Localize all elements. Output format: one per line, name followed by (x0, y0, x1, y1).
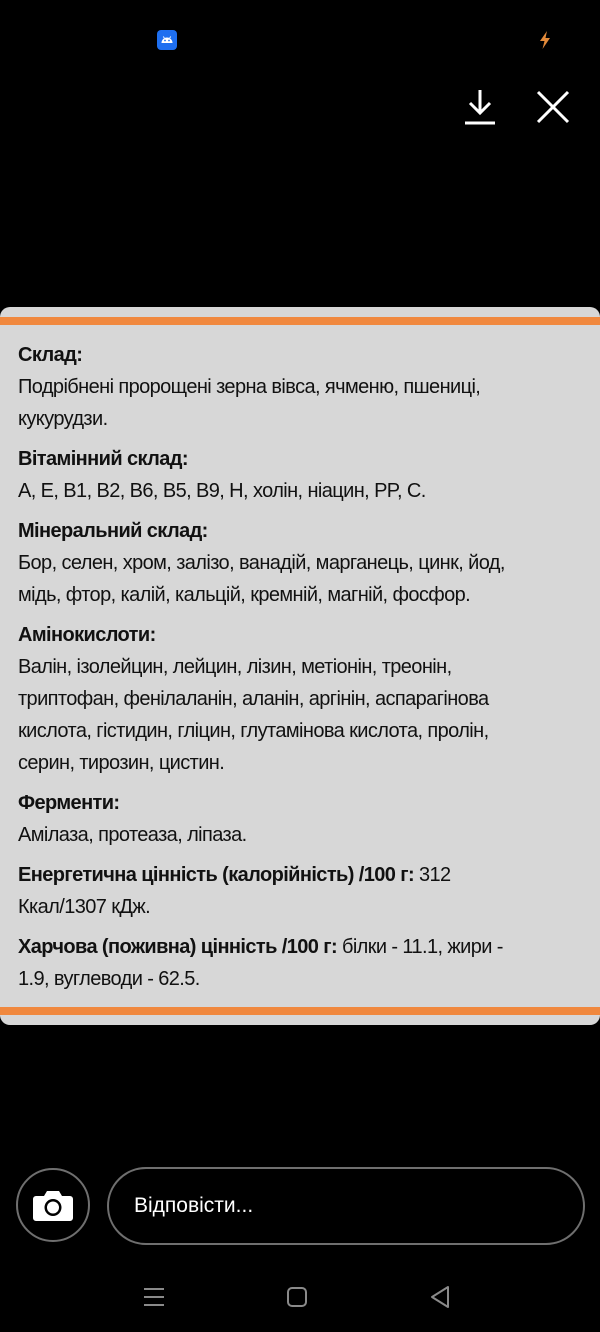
camera-icon (32, 1188, 74, 1222)
charging-bolt-icon (538, 30, 552, 50)
reply-input[interactable] (107, 1167, 585, 1245)
section-amino-acids: Амінокислоти: Валін, ізолейцин, лейцин, лізин, метіонін, треонін, триптофан, фенілаланін, аланін, аргінін, аспарагінова кислота, гістидин, гліцин, глутамінова кислота, пролін, серин, тирозин, цистин. (18, 624, 489, 774)
section-vitamins: Вітамінний склад: A, E, B1, B2, B6, B5, B9, H, холін, ніацин, PP, C. (18, 448, 426, 502)
camera-button[interactable] (16, 1168, 90, 1242)
section-enzymes: Ферменти: Амілаза, протеаза, ліпаза. (18, 792, 247, 846)
card-bottom-stripe (0, 1007, 600, 1015)
close-button[interactable] (531, 85, 575, 129)
section-nutrition: Харчова (поживна) цінність /100 г: білки - 11.1, жири - 1.9, вуглеводи - 62.5. (18, 936, 503, 990)
download-button[interactable] (458, 85, 502, 129)
section-minerals: Мінеральний склад: Бор, селен, хром, залізо, ванадій, марганець, цинк, йод, мідь, фтор, калій, кальцій, кремній, магній, фосфор. (18, 520, 505, 606)
section-composition: Склад: Подрібнені пророщені зерна вівса, ячменю, пшениці, кукурудзи. (18, 344, 481, 430)
home-icon[interactable] (286, 1286, 308, 1308)
download-icon (462, 87, 498, 127)
section-energy: Енергетична цінність (калорійність) /100 г: 312 Ккал/1307 кДж. (18, 864, 451, 918)
android-app-icon (157, 30, 177, 50)
product-info-text (18, 339, 578, 1003)
reply-placeholder: Відповісти... (134, 1194, 254, 1217)
menu-icon[interactable] (143, 1286, 165, 1308)
back-icon[interactable] (429, 1285, 451, 1309)
close-icon (535, 89, 571, 125)
card-top-stripe (0, 317, 600, 325)
story-content-card (0, 307, 600, 1025)
